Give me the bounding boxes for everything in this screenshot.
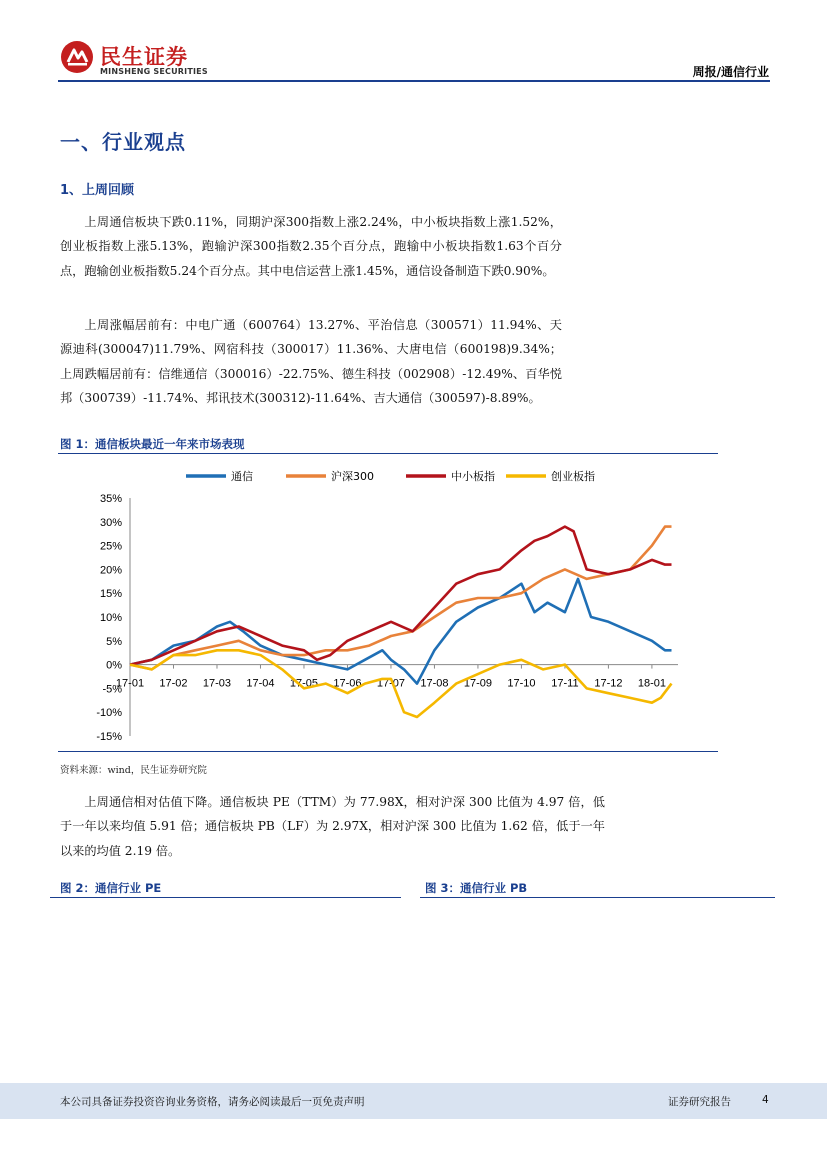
logo-text-cn: 民生证券 xyxy=(100,45,188,69)
figure-1-top-rule xyxy=(58,453,718,454)
chart-legend xyxy=(186,469,595,483)
report-title: 周报/通信行业 xyxy=(692,65,769,79)
y-tick-label: 5% xyxy=(106,635,122,648)
y-axis xyxy=(96,493,130,743)
series-line-2 xyxy=(130,527,672,665)
page-footer xyxy=(0,1083,827,1119)
x-tick-label: 17-08 xyxy=(420,677,449,690)
y-tick-label: 20% xyxy=(99,564,122,577)
x-tick-label: 17-11 xyxy=(551,677,579,690)
paragraph-top-movers: 上周涨幅居前有：中电广通（600764）13.27%、平治信息（300571）11.94%、天源迪科(300047)11.79%、网宿科技（300017）11.36%、大唐电信（600198)9.34%；上周跌幅居前有：信维通信（300016）-22.75%、德生科技（002908）-12.49%、百华悦邦（300739）-11.74%、邦讯技术(300312)-11.64%、吉大通信（300597)-8.89%。 xyxy=(60,318,562,406)
x-tick-label: 17-09 xyxy=(463,677,493,690)
y-tick-label: 25% xyxy=(99,540,122,553)
series-line-0 xyxy=(130,579,672,684)
x-tick-label: 17-01 xyxy=(115,677,145,690)
y-tick-label: 35% xyxy=(99,493,122,505)
figure-1-bottom-rule xyxy=(58,751,718,752)
paragraph-weekly-review: 上周通信板块下跌0.11%，同期沪深300指数上涨2.24%，中小板块指数上涨1.52%，创业板指数上涨5.13%，跑输沪深300指数2.35个百分点，跑输中小板块指数1.63个百分点，跑输创业板指数5.24个百分点。其中电信运营上涨1.45%，通信设备制造下跌0.90%。 xyxy=(60,215,562,278)
y-tick-label: -5% xyxy=(102,683,122,696)
y-tick-label: -15% xyxy=(96,731,122,743)
x-tick-label: 17-07 xyxy=(376,677,406,690)
y-tick-label: -10% xyxy=(96,707,122,720)
page-number: 4 xyxy=(762,1094,769,1106)
legend-label-0: 通信 xyxy=(231,470,253,483)
x-tick-label: 17-04 xyxy=(246,677,275,690)
series-line-1 xyxy=(130,527,672,670)
legend-label-2: 中小板指 xyxy=(451,470,495,483)
figure-3-rule xyxy=(420,897,775,898)
paragraph-valuation: 上周通信相对估值下降。通信板块 PE（TTM）为 77.98X，相对沪深 300 比值为 4.97 倍，低于一年以来均值 5.91 倍；通信板块 PB（LF）为 2.97X，相对沪深 300 比值为 1.62 倍，低于一年以来的均值 2.19 倍。 xyxy=(60,795,605,858)
x-tick-label: 17-12 xyxy=(594,677,623,690)
logo-mark-icon xyxy=(60,40,94,74)
legend-label-3: 创业板指 xyxy=(551,470,595,483)
company-logo xyxy=(60,40,210,80)
y-tick-label: 30% xyxy=(99,516,122,529)
figure-2-rule xyxy=(50,897,401,898)
x-tick-label: 17-10 xyxy=(507,677,536,690)
x-tick-label: 17-05 xyxy=(289,677,319,690)
y-tick-label: 0% xyxy=(106,659,122,672)
x-tick-label: 17-06 xyxy=(333,677,362,690)
header-divider xyxy=(58,80,770,82)
x-tick-label: 18-01 xyxy=(637,677,666,690)
figure-1-caption: 图 1：通信板块最近一年来市场表现 xyxy=(60,437,245,451)
logo-text-en: MINSHENG SECURITIES xyxy=(100,67,208,76)
section-title: 一、行业观点 xyxy=(60,130,186,154)
figure-1-source: 资料来源：wind，民生证券研究院 xyxy=(60,765,207,776)
y-tick-label: 10% xyxy=(99,612,122,624)
y-tick-label: 15% xyxy=(99,588,122,601)
subsection-title: 1、上周回顾 xyxy=(60,183,135,198)
x-tick-label: 17-03 xyxy=(202,677,232,690)
footer-disclaimer: 本公司具备证券投资咨询业务资格，请务必阅读最后一页免责声明 xyxy=(60,1096,365,1108)
footer-report-type: 证券研究报告 xyxy=(668,1096,731,1108)
market-performance-chart xyxy=(58,456,718,750)
figure-2-caption: 图 2：通信行业 PE xyxy=(60,881,162,895)
legend-label-1: 沪深300 xyxy=(331,470,374,483)
x-axis xyxy=(116,665,678,690)
x-tick-label: 17-02 xyxy=(159,677,188,690)
figure-3-caption: 图 3：通信行业 PB xyxy=(425,881,528,895)
